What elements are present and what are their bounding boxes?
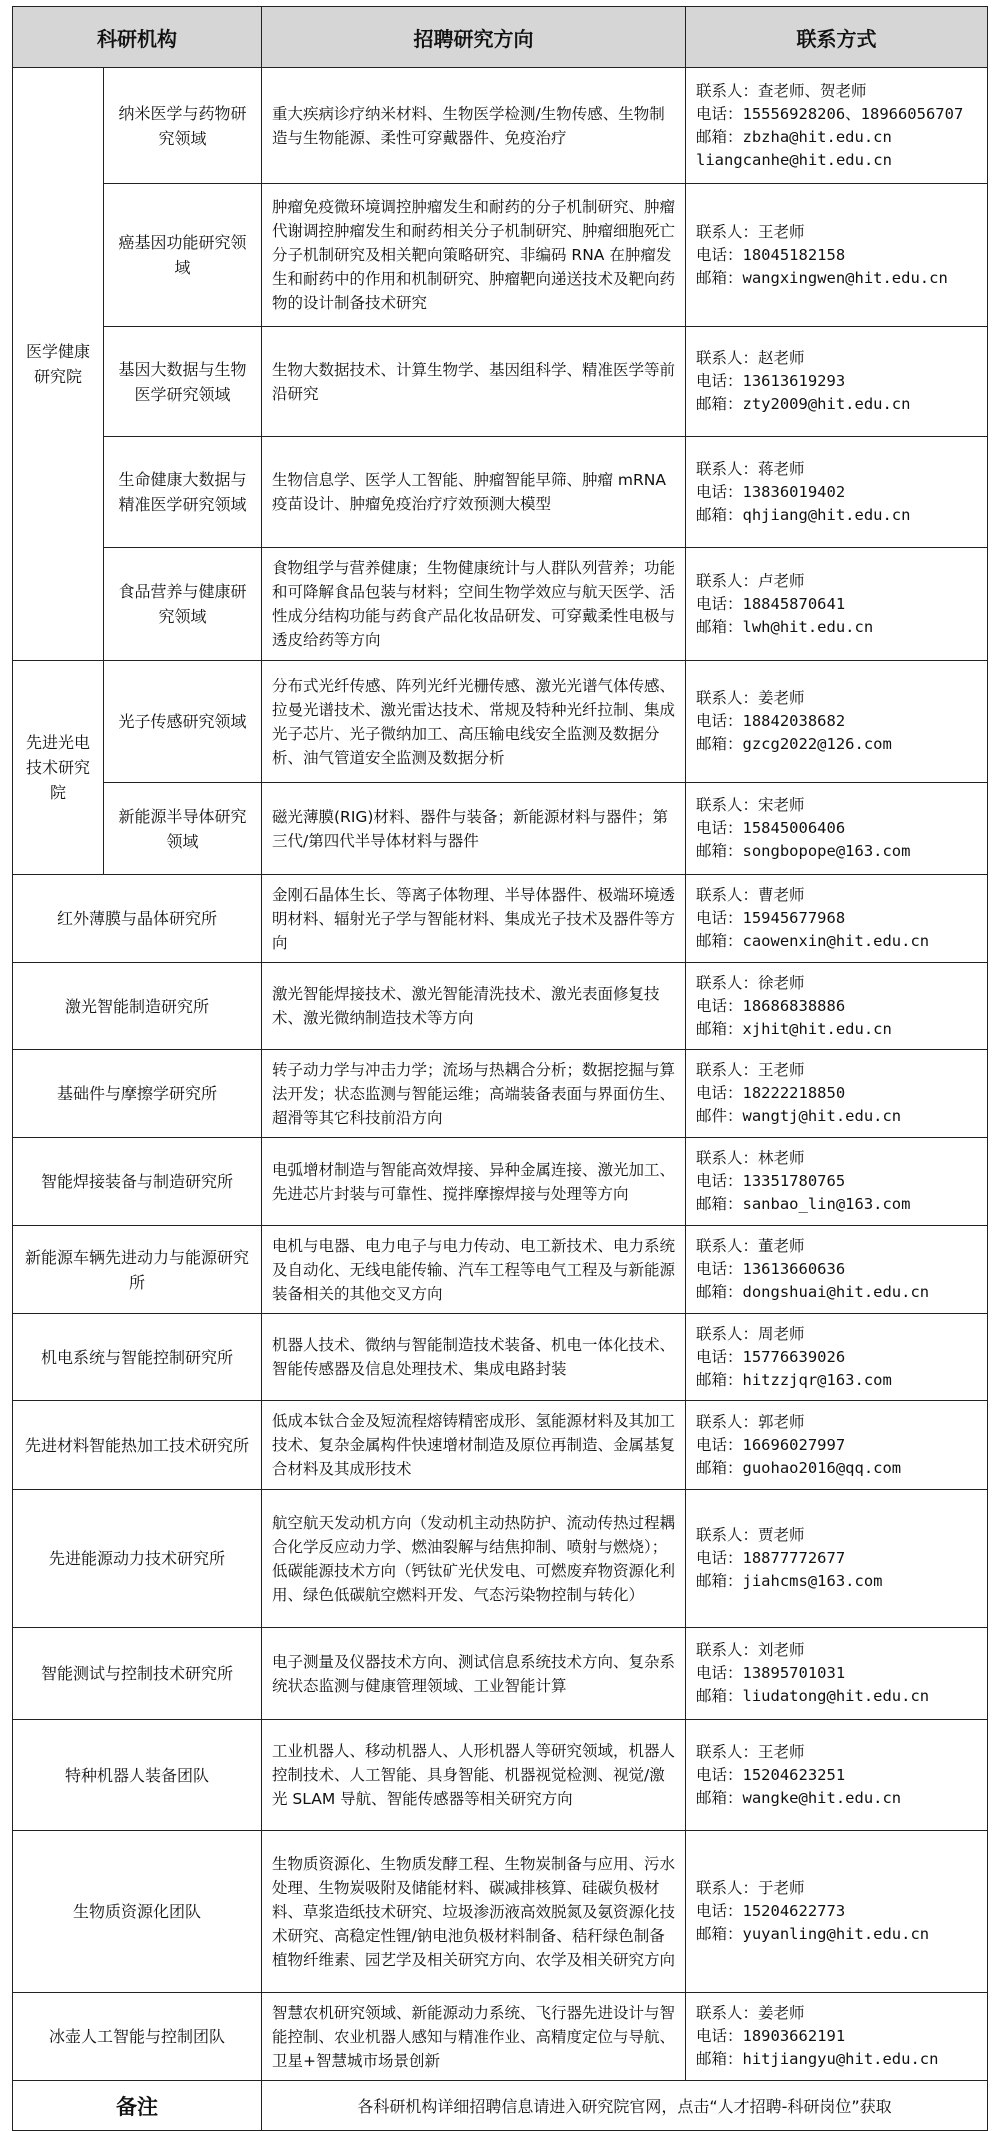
- table-row: [13, 963, 988, 1050]
- table-row: [13, 1993, 988, 2081]
- contact-person: 联系人：蒋老师: [696, 459, 805, 478]
- contact-info: [686, 184, 988, 327]
- contact-email: 邮箱：wangxingwen@hit.edu.cn: [696, 268, 948, 287]
- contact-info: [686, 1138, 988, 1226]
- institute-name: 冰壶人工智能与控制团队: [13, 1993, 262, 2081]
- contact-info: [686, 661, 988, 783]
- contact-email: 邮箱：songbopope@163.com: [696, 842, 911, 860]
- contact-info: [686, 1226, 988, 1314]
- table-row: [13, 783, 988, 875]
- contact-phone: 电话：18845870641: [696, 594, 846, 613]
- research-direction: 机器人技术、微纳与智能制造技术装备、机电一体化技术、智能传感器及信息处理技术、集成电路封装: [262, 1314, 686, 1401]
- sub-field-name: 生命健康大数据与精准医学研究领域: [104, 437, 262, 548]
- contact-email: 邮箱：jiahcms@163.com: [696, 1572, 883, 1590]
- remark-label: 备注: [13, 2081, 262, 2131]
- research-direction: 航空航天发动机方向（发动机主动热防护、流动传热过程耦合化学反应动力学、燃油裂解与结焦抑制、喷射与燃烧）；低碳能源技术方向（钙钛矿光伏发电、可燃废弃物资源化利用、绿色低碳航空燃料开发、气态污染物控制与转化）: [262, 1490, 686, 1628]
- contact-info: [686, 1401, 988, 1490]
- research-direction: 电机与电器、电力电子与电力传动、电工新技术、电力系统及自动化、无线电能传输、汽车工程等电气工程及与新能源装备相关的其他交叉方向: [262, 1226, 686, 1314]
- contact-email: 邮箱：caowenxin@hit.edu.cn: [696, 932, 930, 950]
- contact-email: 邮箱：xjhit@hit.edu.cn: [696, 1019, 892, 1038]
- contact-email: 邮箱：liudatong@hit.edu.cn: [696, 1687, 930, 1705]
- sub-field-name: 基因大数据与生物医学研究领域: [104, 327, 262, 437]
- research-direction: 工业机器人、移动机器人、人形机器人等研究领域，机器人控制技术、人工智能、具身智能、机器视觉检测、视觉/激光 SLAM 导航、智能传感器等相关研究方向: [262, 1720, 686, 1831]
- contact-info: [686, 1628, 988, 1720]
- contact-email-2: liangcanhe@hit.edu.cn: [696, 150, 892, 169]
- research-direction: 生物信息学、医学人工智能、肿瘤智能早筛、肿瘤 mRNA 疫苗设计、肿瘤免疫治疗疗效预测大模型: [262, 437, 686, 548]
- contact-phone: 电话：13613619293: [696, 372, 846, 390]
- table-row: [13, 1831, 988, 1993]
- table-row: [13, 1138, 988, 1226]
- contact-info: [686, 1831, 988, 1993]
- contact-email: 邮箱：dongshuai@hit.edu.cn: [696, 1283, 930, 1301]
- contact-info: [686, 437, 988, 548]
- research-direction: 生物质资源化、生物质发酵工程、生物炭制备与应用、污水处理、生物炭吸附及储能材料、碳减排核算、硅碳负极材料、草浆造纸技术研究、垃圾渗沥液高效脱氮及氨资源化技术研究、高稳定性锂/钠电池负极材料制备、秸秆绿色制备植物纤维素、园艺学及相关研究方向、农学及相关研究方向: [262, 1831, 686, 1993]
- contact-email: 邮箱：yuyanling@hit.edu.cn: [696, 1925, 930, 1943]
- contact-info: [686, 1490, 988, 1628]
- institute-name: 机电系统与智能控制研究所: [13, 1314, 262, 1401]
- contact-info: [686, 1050, 988, 1138]
- contact-person: 联系人：徐老师: [696, 973, 805, 992]
- research-direction: 生物大数据技术、计算生物学、基因组科学、精准医学等前沿研究: [262, 327, 686, 437]
- contact-person: 联系人：姜老师: [696, 689, 805, 707]
- contact-person: 联系人：董老师: [696, 1237, 805, 1255]
- contact-person: 联系人：王老师: [696, 222, 805, 241]
- contact-person: 联系人：查老师、贺老师: [696, 81, 867, 100]
- contact-person: 联系人：郭老师: [696, 1412, 805, 1431]
- group-medical-name: 医学健康研究院: [13, 68, 104, 661]
- research-direction: 电弧增材制造与智能高效焊接、异种金属连接、激光加工、先进芯片封装与可靠性、搅拌摩擦焊接与处理等方向: [262, 1138, 686, 1226]
- contact-phone: 电话：15845006406: [696, 819, 846, 837]
- contact-info: [686, 783, 988, 875]
- research-direction: 肿瘤免疫微环境调控肿瘤发生和耐药的分子机制研究、肿瘤代谢调控肿瘤发生和耐药相关分子机制研究、肿瘤细胞死亡分子机制研究及相关靶向策略研究、非编码 RNA 在肿瘤发生和耐药中的作用和机制研究、肿瘤靶向递送技术及靶向药物的设计制备技术研究: [262, 184, 686, 327]
- institute-name: 激光智能制造研究所: [13, 963, 262, 1050]
- contact-info: [686, 963, 988, 1050]
- contact-phone: 电话：18222218850: [696, 1084, 846, 1102]
- institute-name: 智能测试与控制技术研究所: [13, 1628, 262, 1720]
- contact-phone: 电话：15945677968: [696, 909, 846, 927]
- institute-name: 先进材料智能热加工技术研究所: [13, 1401, 262, 1490]
- contact-email: 邮箱：wangke@hit.edu.cn: [696, 1788, 902, 1807]
- contact-person: 联系人：曹老师: [696, 886, 805, 904]
- table-row: [13, 1226, 988, 1314]
- contact-person: 联系人：卢老师: [696, 571, 805, 590]
- contact-email: 邮件：wangtj@hit.edu.cn: [696, 1107, 902, 1125]
- remark-row: [13, 2081, 988, 2131]
- contact-person: 联系人：刘老师: [696, 1641, 805, 1659]
- group-photoelectric-name: 先进光电技术研究院: [13, 661, 104, 875]
- sub-field-name: 新能源半导体研究领域: [104, 783, 262, 875]
- contact-phone: 电话：18686838886: [696, 996, 846, 1015]
- research-direction: 低成本钛合金及短流程熔铸精密成形、氢能源材料及其加工技术、复杂金属构件快速增材制造及原位再制造、金属基复合材料及其成形技术: [262, 1401, 686, 1490]
- contact-person: 联系人：赵老师: [696, 349, 805, 367]
- table-row: [13, 184, 988, 327]
- contact-info: [686, 548, 988, 661]
- header-row: [13, 7, 988, 68]
- research-direction: 金刚石晶体生长、等离子体物理、半导体器件、极端环境透明材料、辐射光子学与智能材料、集成光子技术及器件等方向: [262, 875, 686, 963]
- institute-name: 生物质资源化团队: [13, 1831, 262, 1993]
- contact-person: 联系人：林老师: [696, 1149, 805, 1167]
- contact-phone: 电话：18903662191: [696, 2027, 846, 2045]
- contact-email: 邮箱：gzcg2022@126.com: [696, 735, 892, 753]
- sub-field-name: 食品营养与健康研究领域: [104, 548, 262, 661]
- research-direction: 食物组学与营养健康；生物健康统计与人群队列营养；功能和可降解食品包装与材料；空间生物学效应与航天医学、活性成分结构功能与药食产品化妆品研发、可穿戴柔性电极与透皮给药等方向: [262, 548, 686, 661]
- contact-email: 邮箱：zbzha@hit.edu.cn: [696, 127, 892, 146]
- contact-info: [686, 875, 988, 963]
- research-direction: 重大疾病诊疗纳米材料、生物医学检测/生物传感、生物制造与生物能源、柔性可穿戴器件、免疫治疗: [262, 68, 686, 184]
- sub-field-name: 纳米医学与药物研究领域: [104, 68, 262, 184]
- contact-email: 邮箱：hitzzjqr@163.com: [696, 1370, 892, 1389]
- contact-email: 邮箱：zty2009@hit.edu.cn: [696, 395, 911, 413]
- header-contact: 联系方式: [686, 7, 988, 68]
- contact-email: 邮箱：lwh@hit.edu.cn: [696, 617, 874, 636]
- header-institution: 科研机构: [13, 7, 262, 68]
- research-direction: 电子测量及仪器技术方向、测试信息系统技术方向、复杂系统状态监测与健康管理领域、工业智能计算: [262, 1628, 686, 1720]
- institute-name: 特种机器人装备团队: [13, 1720, 262, 1831]
- sub-field-name: 癌基因功能研究领域: [104, 184, 262, 327]
- research-direction: 激光智能焊接技术、激光智能清洗技术、激光表面修复技术、激光微纳制造技术等方向: [262, 963, 686, 1050]
- contact-email: 邮箱：hitjiangyu@hit.edu.cn: [696, 2050, 939, 2068]
- contact-person: 联系人：贾老师: [696, 1526, 805, 1544]
- recruitment-table: [12, 6, 988, 2131]
- contact-person: 联系人：姜老师: [696, 2004, 805, 2022]
- table-row: [13, 1490, 988, 1628]
- contact-phone: 电话：18877772677: [696, 1549, 846, 1567]
- contact-email: 邮箱：qhjiang@hit.edu.cn: [696, 505, 911, 524]
- table-row: [13, 68, 988, 184]
- contact-phone: 电话：16696027997: [696, 1435, 846, 1454]
- institute-name: 红外薄膜与晶体研究所: [13, 875, 262, 963]
- contact-phone: 电话：13895701031: [696, 1664, 846, 1682]
- research-direction: 磁光薄膜(RIG)材料、器件与装备；新能源材料与器件；第三代/第四代半导体材料与器件: [262, 783, 686, 875]
- table-row: [13, 1314, 988, 1401]
- contact-phone: 电话：13351780765: [696, 1172, 846, 1190]
- contact-email: 邮箱：guohao2016@qq.com: [696, 1458, 902, 1477]
- table-row: [13, 875, 988, 963]
- contact-phone: 电话：18045182158: [696, 245, 846, 264]
- table-row: [13, 437, 988, 548]
- contact-info: [686, 1993, 988, 2081]
- contact-info: [686, 327, 988, 437]
- remark-text: 各科研机构详细招聘信息请进入研究院官网，点击“人才招聘-科研岗位”获取: [262, 2081, 988, 2131]
- contact-person: 联系人：王老师: [696, 1061, 805, 1079]
- contact-person: 联系人：于老师: [696, 1879, 805, 1897]
- table-row: [13, 548, 988, 661]
- institute-name: 智能焊接装备与制造研究所: [13, 1138, 262, 1226]
- contact-person: 联系人：周老师: [696, 1324, 805, 1343]
- research-direction: 智慧农机研究领域、新能源动力系统、飞行器先进设计与智能控制、农业机器人感知与精准作业、高精度定位与导航、卫星+智慧城市场景创新: [262, 1993, 686, 2081]
- table-row: [13, 1401, 988, 1490]
- contact-phone: 电话：15556928206、18966056707: [696, 104, 964, 123]
- institute-name: 基础件与摩擦学研究所: [13, 1050, 262, 1138]
- contact-phone: 电话：13613660636: [696, 1260, 846, 1278]
- table-row: [13, 1720, 988, 1831]
- table-row: [13, 1050, 988, 1138]
- header-direction: 招聘研究方向: [262, 7, 686, 68]
- table-row: [13, 661, 988, 783]
- institute-name: 新能源车辆先进动力与能源研究所: [13, 1226, 262, 1314]
- contact-phone: 电话：13836019402: [696, 482, 846, 501]
- table-row: [13, 1628, 988, 1720]
- contact-info: [686, 1720, 988, 1831]
- contact-phone: 电话：18842038682: [696, 712, 846, 730]
- research-direction: 转子动力学与冲击力学；流场与热耦合分析；数据挖掘与算法开发；状态监测与智能运维；高端装备表面与界面仿生、超滑等其它科技前沿方向: [262, 1050, 686, 1138]
- contact-phone: 电话：15776639026: [696, 1347, 846, 1366]
- contact-person: 联系人：王老师: [696, 1742, 805, 1761]
- sub-field-name: 光子传感研究领域: [104, 661, 262, 783]
- contact-person: 联系人：宋老师: [696, 796, 805, 814]
- contact-phone: 电话：15204622773: [696, 1902, 846, 1920]
- contact-email: 邮箱：sanbao_lin@163.com: [696, 1195, 911, 1213]
- contact-phone: 电话：15204623251: [696, 1765, 846, 1784]
- institute-name: 先进能源动力技术研究所: [13, 1490, 262, 1628]
- table-row: [13, 327, 988, 437]
- contact-info: [686, 1314, 988, 1401]
- research-direction: 分布式光纤传感、阵列光纤光栅传感、激光光谱气体传感、拉曼光谱技术、激光雷达技术、常规及特种光纤拉制、集成光子芯片、光子微纳加工、高压输电线安全监测及数据分析、油气管道安全监测及数据分析: [262, 661, 686, 783]
- contact-info: [686, 68, 988, 184]
